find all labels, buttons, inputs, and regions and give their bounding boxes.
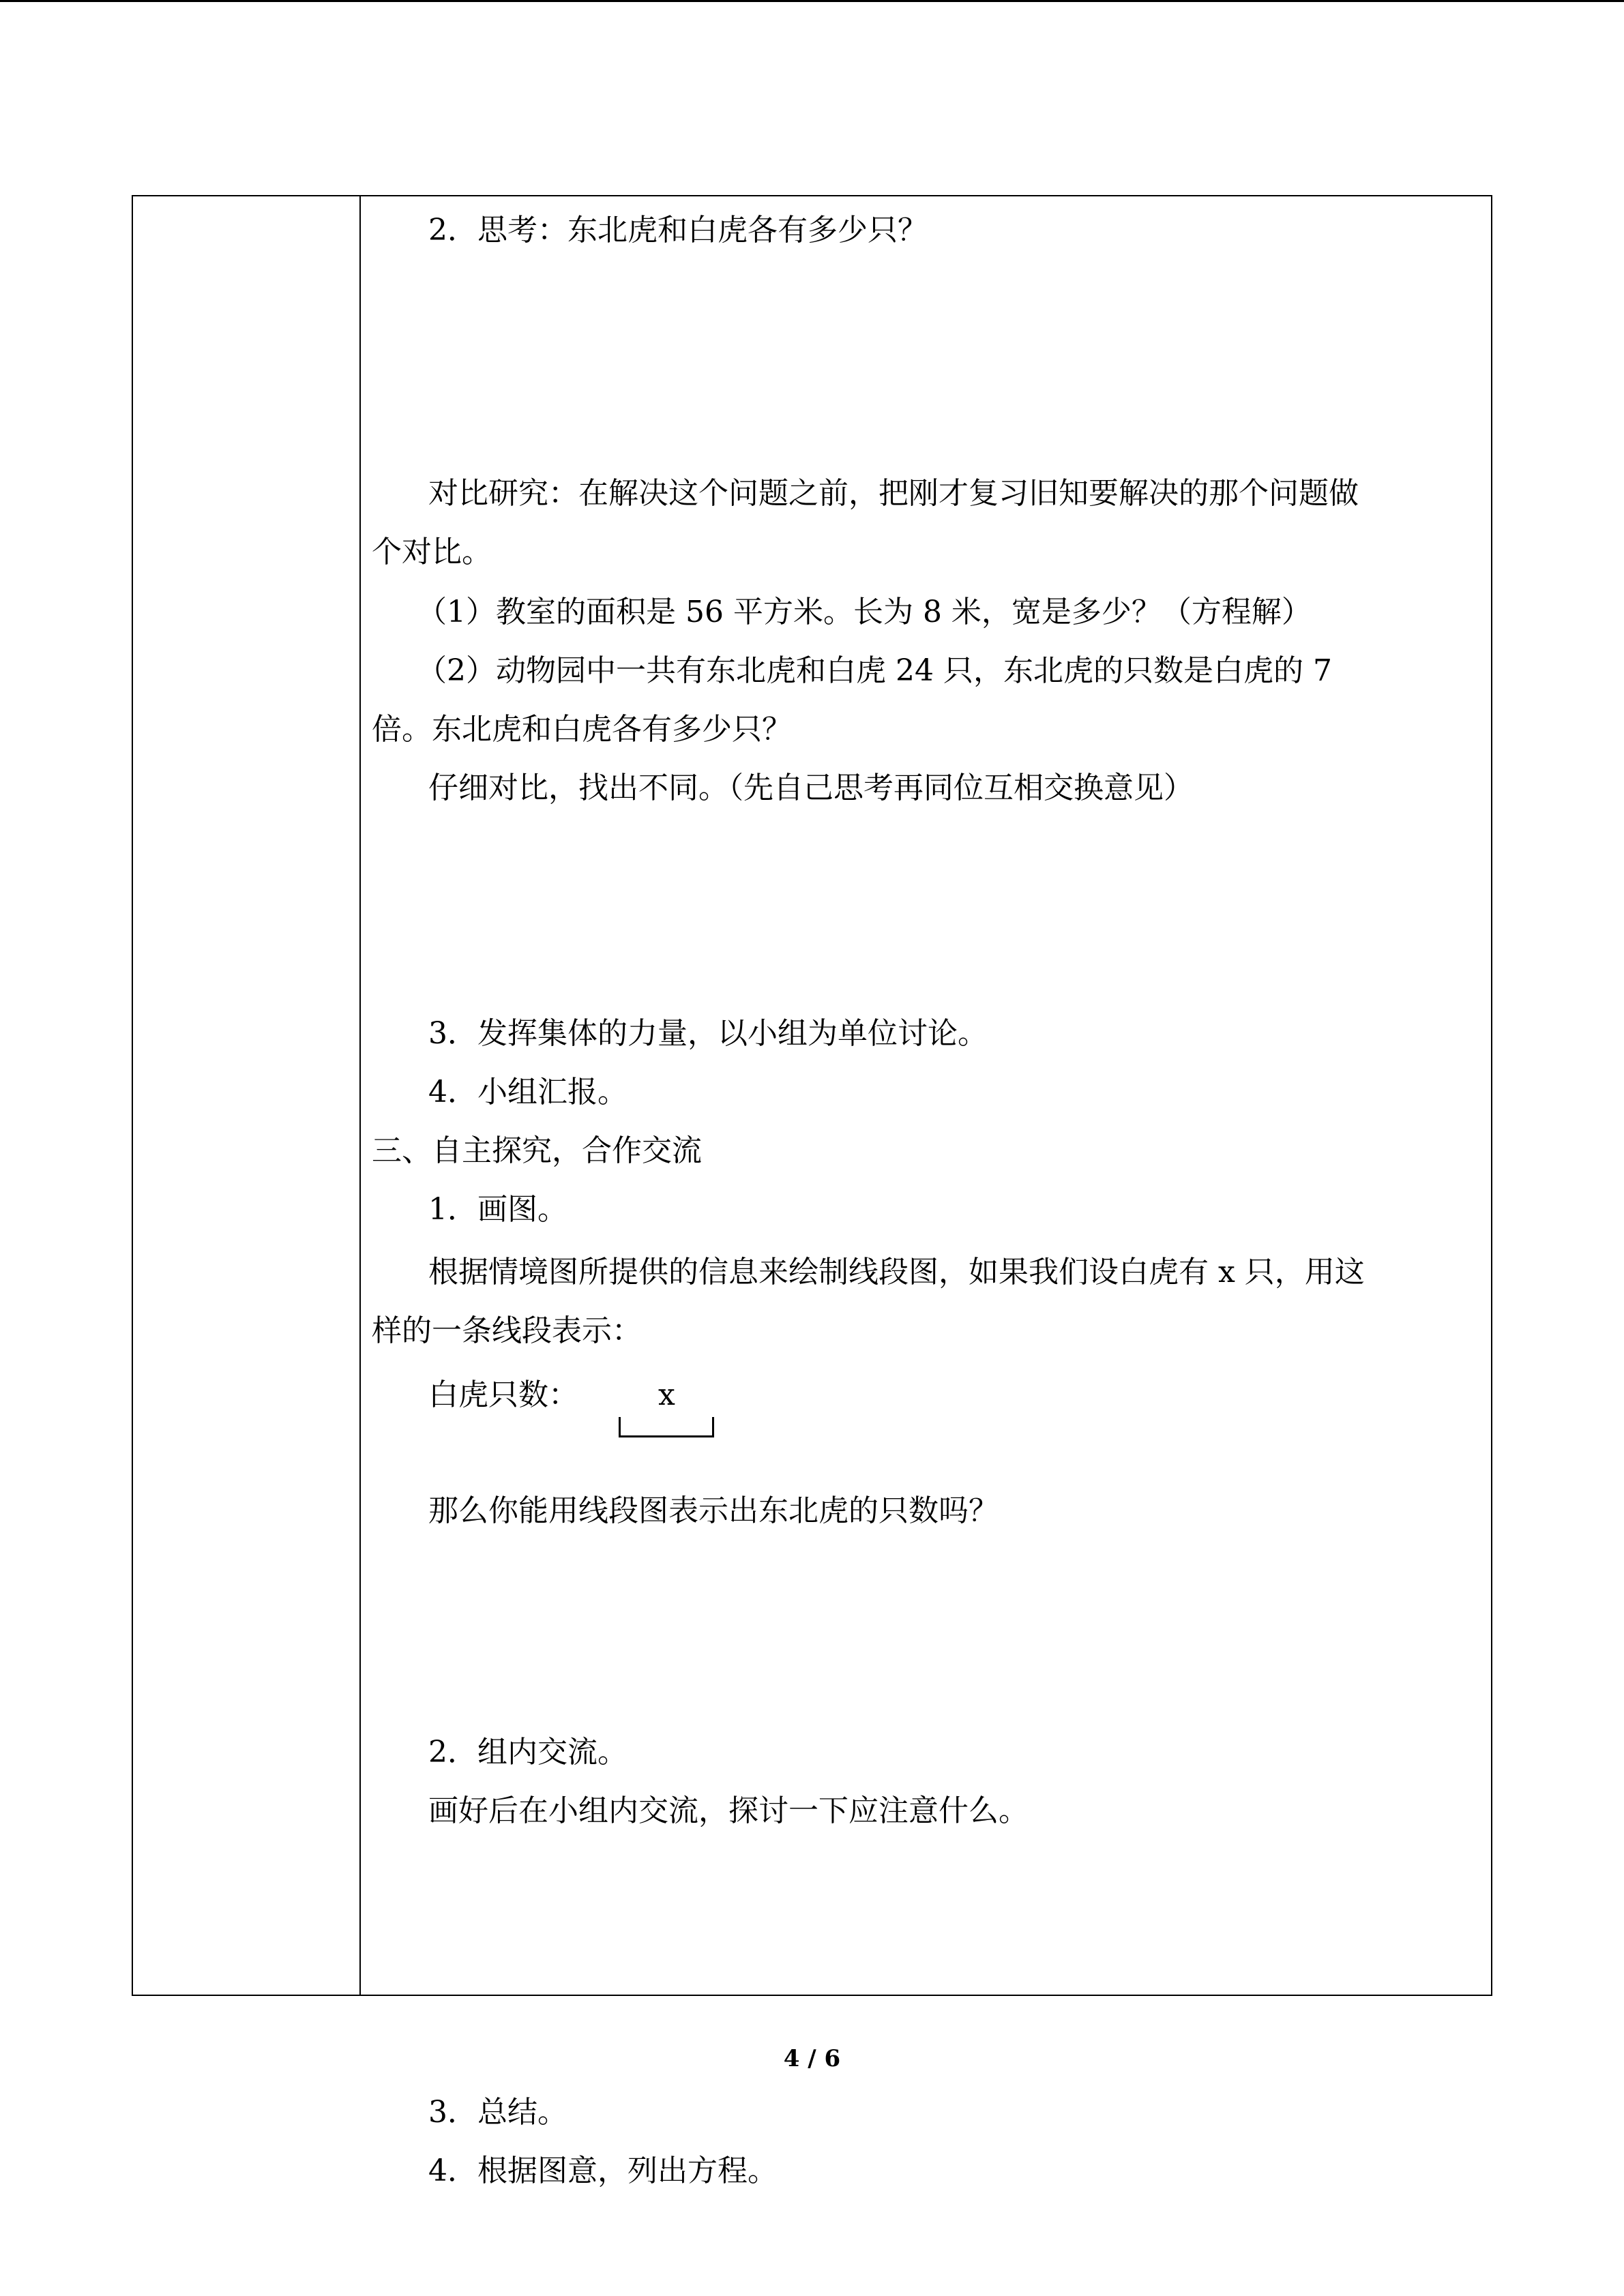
text-line: 那么你能用线段图表示出东北虎的只数吗？ — [428, 1493, 999, 1528]
text-line: 样的一条线段表示： — [372, 1313, 642, 1348]
text-line: 画好后在小组内交流，探讨一下应注意什么。 — [428, 1793, 1029, 1828]
text-line: 倍。东北虎和白虎各有多少只？ — [372, 712, 792, 747]
segment-variable-label: x — [658, 1377, 675, 1412]
text-line: 3．总结。 — [428, 2095, 567, 2130]
text-line: 3．发挥集体的力量，以小组为单位讨论。 — [428, 1016, 988, 1051]
text-line: 根据情境图所提供的信息来绘制线段图，如果我们设白虎有 x 只，用这 — [428, 1255, 1365, 1289]
segment-caption: 白虎只数： — [428, 1377, 578, 1412]
text-line: （2）动物园中一共有东北虎和白虎 24 只，东北虎的只数是白虎的 7 — [417, 653, 1332, 688]
text-line: 对比研究：在解决这个问题之前，把刚才复习旧知要解决的那个问题做 — [428, 476, 1359, 511]
page-number: 4 / 6 — [783, 2045, 841, 2072]
line-segment-diagram — [619, 1417, 714, 1437]
text-line: 2．组内交流。 — [428, 1735, 628, 1770]
section-heading: 三、自主探究，合作交流 — [372, 1133, 702, 1168]
left-column-cell — [133, 196, 361, 1995]
text-line: 2．思考：东北虎和白虎各有多少只？ — [428, 213, 928, 248]
text-line: 仔细对比，找出不同。（先自己思考再同位互相交换意见） — [428, 771, 1194, 805]
text-line: （1）教室的面积是 56 平方米。长为 8 米，宽是多少？（方程解） — [417, 595, 1312, 629]
text-line: 4．小组汇报。 — [428, 1075, 628, 1109]
page-top-rule — [0, 0, 1624, 2]
text-line: 1．画图。 — [428, 1192, 567, 1227]
text-line: 4．根据图意，列出方程。 — [428, 2153, 778, 2188]
text-line: 个对比。 — [372, 535, 492, 569]
